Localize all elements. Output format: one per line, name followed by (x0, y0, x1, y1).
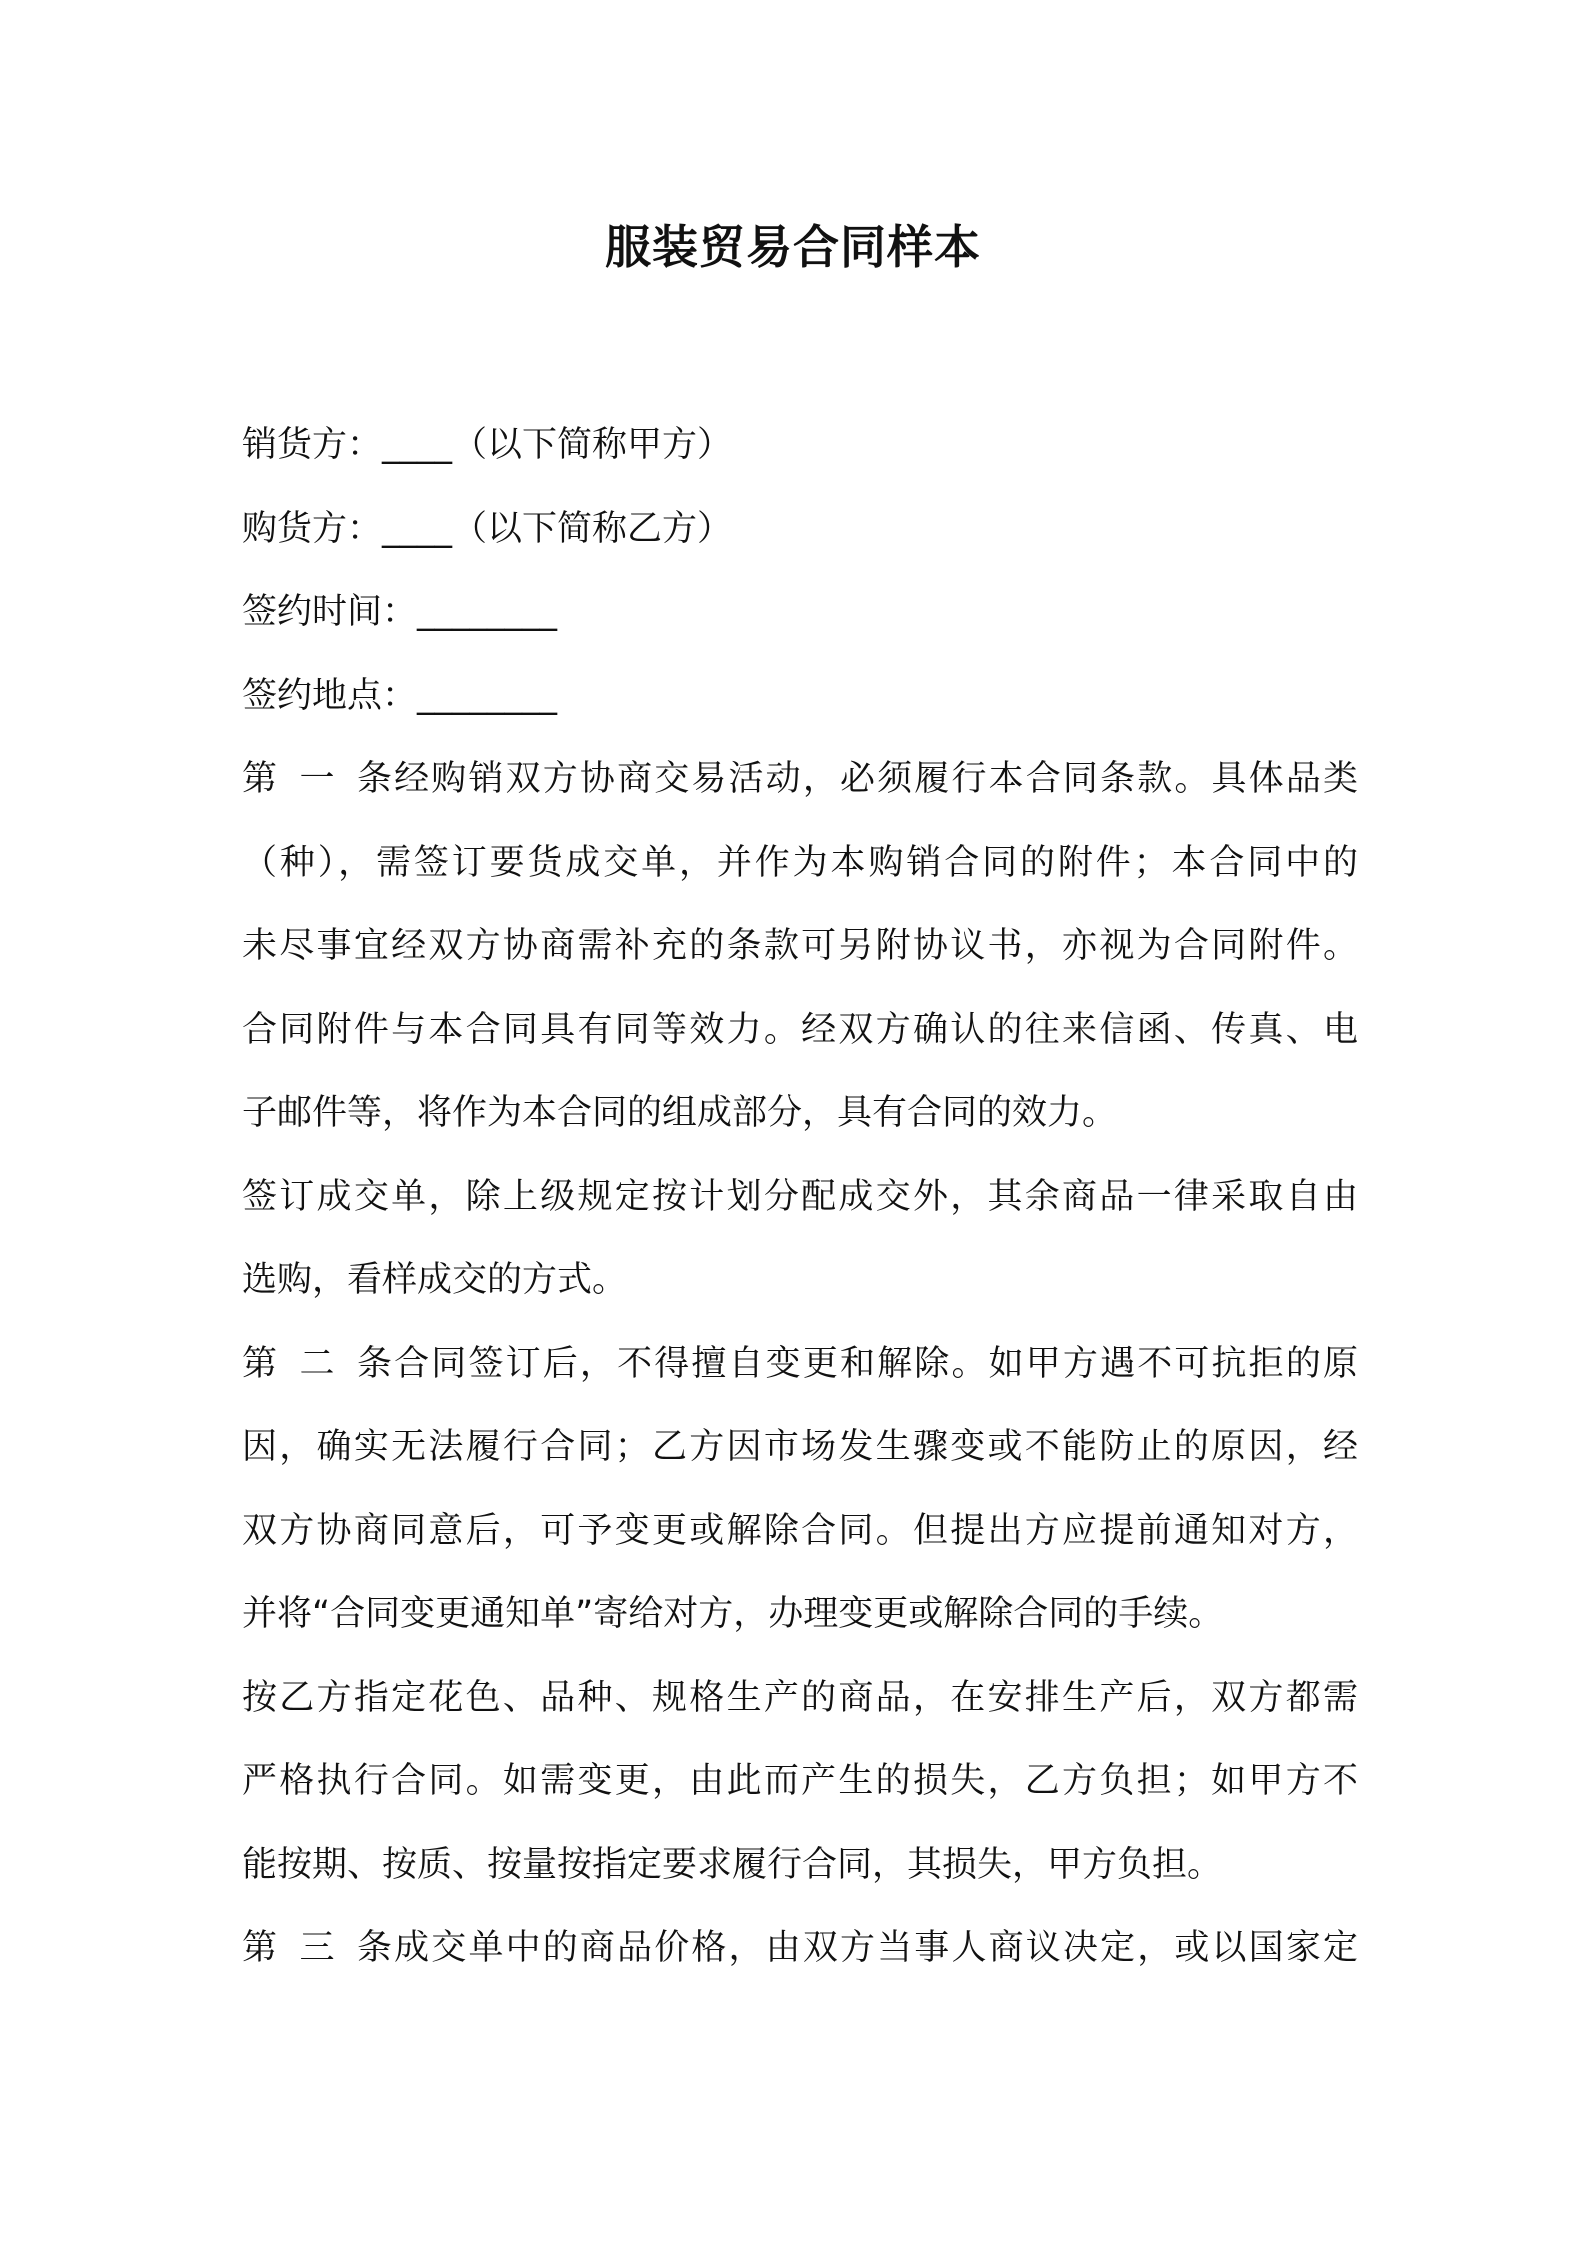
party-seller-line (242, 404, 1358, 488)
seller-blank: ____ (382, 425, 453, 465)
signing-time-label: 签约时间： (242, 592, 418, 632)
buyer-note: （以下简称乙方） (452, 508, 733, 549)
article-2-number: 第二条 (242, 1343, 392, 1384)
article-1-line-5: 子邮件等，将作为本合同的组成部分，具有合同的效力。 (242, 1093, 1118, 1133)
article-1-number: 第一条 (242, 759, 392, 799)
article-2-line-6: 严格执行合同。如需变更，由此而产生的损失，乙方负担；如甲方不 (242, 1761, 1358, 1801)
signing-time-line (242, 571, 1358, 655)
article-2-line-4: 并将“合同变更通知单”寄给对方，办理变更或解除合同的手续。 (242, 1594, 1224, 1634)
article-1-line-6: 签订成交单，除上级规定按计划分配成交外，其余商品一律采取自由 (242, 1176, 1358, 1217)
article-2-line-7: 能按期、按质、按量按指定要求履行合同，其损失，甲方负担。 (242, 1844, 1223, 1885)
article-1-text: 经购销双方协商交易活动，必须履行本合同条款。具体品类 (392, 759, 1358, 799)
buyer-blank: ____ (382, 508, 453, 549)
article-1-line-4: 合同附件与本合同具有同等效力。经双方确认的往来信函、传真、电 (242, 1009, 1358, 1050)
signing-place-line (242, 655, 1358, 739)
seller-label: 销货方： (242, 425, 383, 465)
signing-time-blank: ________ (417, 592, 558, 632)
article-2-line-1 (242, 1323, 1358, 1407)
article-2-line-5: 按乙方指定花色、品种、规格生产的商品，在安排生产后，双方都需 (242, 1677, 1358, 1718)
document-title: 服装贸易合同样本 (605, 220, 981, 274)
article-3-text: 成交单中的商品价格，由双方当事人商议决定，或以国家定 (392, 1928, 1358, 1968)
article-1-line-2: （种），需签订要货成交单，并作为本购销合同的附件；本合同中的 (242, 842, 1358, 883)
article-2-line-2: 因，确实无法履行合同；乙方因市场发生骤变或不能防止的原因，经 (242, 1427, 1358, 1467)
article-1-line-3: 未尽事宜经双方协商需补充的条款可另附协议书，亦视为合同附件。 (242, 926, 1358, 966)
document-body (242, 404, 1358, 1991)
seller-note: （以下简称甲方） (452, 425, 733, 465)
article-3-number: 第三条 (242, 1928, 392, 1968)
article-1-line-7: 选购，看样成交的方式。 (242, 1260, 628, 1300)
article-2-text: 合同签订后，不得擅自变更和解除。如甲方遇不可抗拒的原 (392, 1343, 1358, 1384)
article-1-line-1 (242, 738, 1358, 822)
signing-place-label: 签约地点： (242, 675, 418, 716)
signing-place-blank: ________ (417, 675, 558, 716)
article-2-line-3: 双方协商同意后，可予变更或解除合同。但提出方应提前通知对方， (242, 1510, 1358, 1551)
buyer-label: 购货方： (242, 508, 383, 549)
party-buyer-line (242, 488, 1358, 572)
article-3-line-1 (242, 1907, 1358, 1991)
